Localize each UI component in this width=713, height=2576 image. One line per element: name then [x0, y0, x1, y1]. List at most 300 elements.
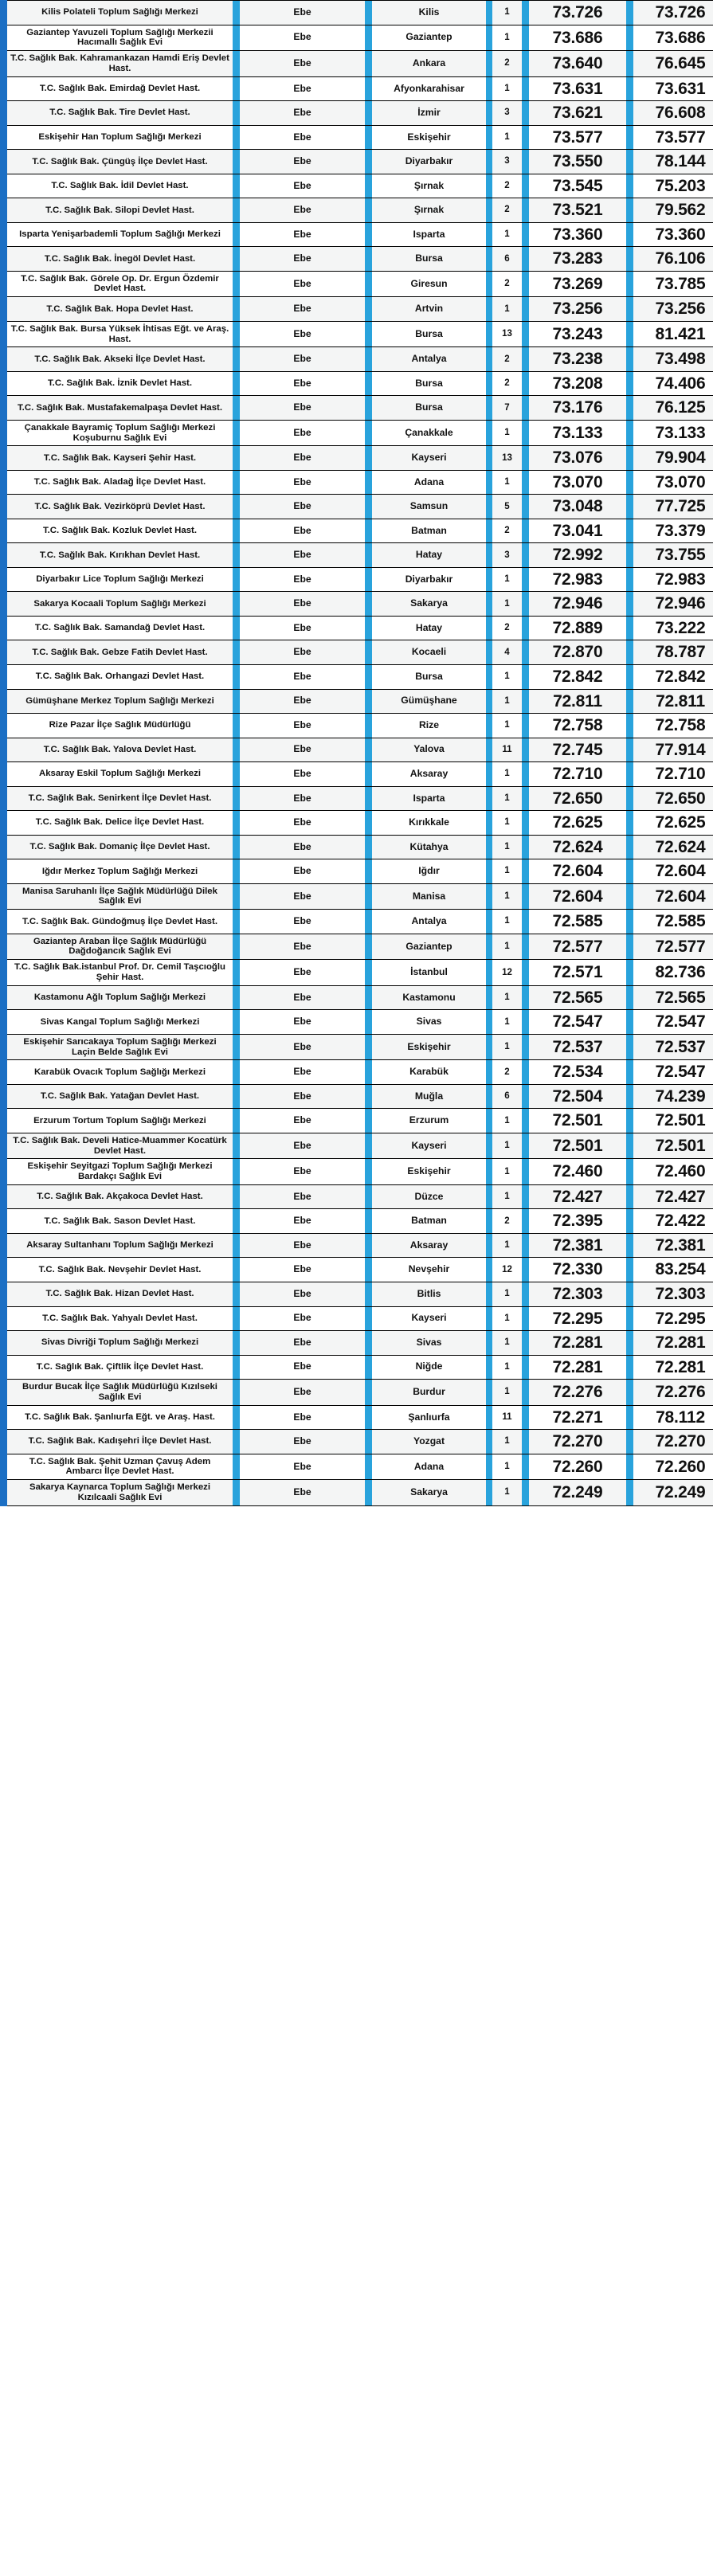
- cell-title: Ebe: [240, 1233, 365, 1258]
- cell-city: Kilis: [372, 1, 486, 25]
- column-separator-5: [626, 859, 633, 884]
- cell-min-score: 73.360: [529, 222, 626, 247]
- cell-title: Ebe: [240, 25, 365, 51]
- column-separator-4: [522, 25, 529, 51]
- column-separator-2: [365, 1109, 372, 1133]
- column-separator-1: [233, 811, 240, 836]
- column-separator-5: [626, 835, 633, 859]
- column-separator-5: [626, 101, 633, 126]
- column-separator-2: [365, 150, 372, 174]
- column-separator-4: [522, 1060, 529, 1085]
- cell-max-score: 73.070: [633, 470, 713, 495]
- cell-city: Sakarya: [372, 1480, 486, 1506]
- cell-institution-name: Çanakkale Bayramiç Toplum Sağlığı Merkezi Koşuburnu Sağlık Evi: [7, 420, 233, 446]
- cell-max-score: 72.303: [633, 1282, 713, 1306]
- cell-count: 1: [492, 1380, 522, 1406]
- column-separator-4: [522, 150, 529, 174]
- table-row: [7, 1034, 713, 1060]
- cell-max-score: 72.758: [633, 714, 713, 738]
- cell-city: Diyarbakır: [372, 150, 486, 174]
- cell-title: Ebe: [240, 1355, 365, 1380]
- column-separator-4: [522, 985, 529, 1010]
- column-separator-2: [365, 371, 372, 396]
- column-separator-4: [522, 1430, 529, 1454]
- cell-city: Kayseri: [372, 446, 486, 471]
- column-separator-2: [365, 592, 372, 617]
- table-row: [7, 446, 713, 471]
- column-separator-2: [365, 297, 372, 322]
- column-separator-2: [365, 934, 372, 960]
- cell-count: 11: [492, 738, 522, 762]
- cell-min-score: 72.427: [529, 1184, 626, 1209]
- cell-min-score: 73.256: [529, 297, 626, 322]
- column-separator-4: [522, 347, 529, 372]
- column-separator-2: [365, 1209, 372, 1234]
- cell-count: 1: [492, 985, 522, 1010]
- column-separator-2: [365, 222, 372, 247]
- table-row: [7, 1133, 713, 1159]
- cell-title: Ebe: [240, 446, 365, 471]
- table-row: [7, 1380, 713, 1406]
- column-separator-3: [486, 859, 492, 884]
- cell-city: Bursa: [372, 396, 486, 421]
- column-separator-1: [233, 665, 240, 690]
- cell-count: 2: [492, 616, 522, 640]
- column-separator-5: [626, 811, 633, 836]
- cell-min-score: 73.283: [529, 247, 626, 272]
- column-separator-2: [365, 446, 372, 471]
- cell-count: 1: [492, 859, 522, 884]
- cell-title: Ebe: [240, 762, 365, 787]
- table-row: [7, 396, 713, 421]
- column-separator-4: [522, 420, 529, 446]
- column-separator-5: [626, 420, 633, 446]
- cell-min-score: 72.303: [529, 1282, 626, 1306]
- column-separator-1: [233, 738, 240, 762]
- column-separator-3: [486, 835, 492, 859]
- cell-city: Batman: [372, 1209, 486, 1234]
- column-separator-5: [626, 1355, 633, 1380]
- column-separator-4: [522, 101, 529, 126]
- cell-count: 1: [492, 910, 522, 934]
- column-separator-4: [522, 446, 529, 471]
- column-separator-1: [233, 567, 240, 592]
- column-separator-3: [486, 1133, 492, 1159]
- table-row: [7, 1159, 713, 1185]
- column-separator-2: [365, 665, 372, 690]
- cell-institution-name: T.C. Sağlık Bak. Çüngüş İlçe Devlet Hast.: [7, 150, 233, 174]
- cell-institution-name: Sakarya Kocaali Toplum Sağlığı Merkezi: [7, 592, 233, 617]
- cell-max-score: 76.608: [633, 101, 713, 126]
- table-row: [7, 1258, 713, 1282]
- column-separator-4: [522, 1282, 529, 1306]
- column-separator-3: [486, 1084, 492, 1109]
- cell-title: Ebe: [240, 174, 365, 198]
- column-separator-5: [626, 51, 633, 77]
- cell-max-score: 72.650: [633, 786, 713, 811]
- cell-count: 1: [492, 665, 522, 690]
- cell-max-score: 73.256: [633, 297, 713, 322]
- cell-max-score: 72.604: [633, 859, 713, 884]
- column-separator-1: [233, 51, 240, 77]
- cell-min-score: 73.048: [529, 495, 626, 519]
- column-separator-4: [522, 960, 529, 986]
- cell-max-score: 72.624: [633, 835, 713, 859]
- cell-city: Bursa: [372, 321, 486, 347]
- column-separator-3: [486, 247, 492, 272]
- column-separator-1: [233, 910, 240, 934]
- column-separator-5: [626, 1133, 633, 1159]
- cell-count: 7: [492, 396, 522, 421]
- cell-max-score: 72.249: [633, 1480, 713, 1506]
- cell-title: Ebe: [240, 1258, 365, 1282]
- cell-min-score: 73.545: [529, 174, 626, 198]
- cell-count: 2: [492, 51, 522, 77]
- cell-institution-name: Sivas Divriği Toplum Sağlığı Merkezi: [7, 1331, 233, 1356]
- column-separator-5: [626, 762, 633, 787]
- column-separator-2: [365, 1355, 372, 1380]
- table-row: [7, 665, 713, 690]
- column-separator-4: [522, 883, 529, 910]
- cell-institution-name: T.C. Sağlık Bak. Yahyalı Devlet Hast.: [7, 1306, 233, 1331]
- cell-institution-name: Gaziantep Yavuzeli Toplum Sağlığı Merkezii Hacımallı Sağlık Evi: [7, 25, 233, 51]
- cell-institution-name: T.C. Sağlık Bak. Sason Devlet Hast.: [7, 1209, 233, 1234]
- cell-max-score: 74.406: [633, 371, 713, 396]
- cell-count: 2: [492, 519, 522, 543]
- cell-title: Ebe: [240, 1, 365, 25]
- table-row: [7, 519, 713, 543]
- cell-institution-name: T.C. Sağlık Bak. Kadışehri İlçe Devlet Hast.: [7, 1430, 233, 1454]
- column-separator-2: [365, 859, 372, 884]
- cell-max-score: 73.686: [633, 25, 713, 51]
- cell-institution-name: T.C. Sağlık Bak. İdil Devlet Hast.: [7, 174, 233, 198]
- column-separator-2: [365, 714, 372, 738]
- cell-min-score: 73.726: [529, 1, 626, 25]
- cell-city: Adana: [372, 470, 486, 495]
- cell-min-score: 72.983: [529, 567, 626, 592]
- column-separator-4: [522, 1355, 529, 1380]
- cell-count: 1: [492, 934, 522, 960]
- table-row: [7, 640, 713, 665]
- cell-city: Aksaray: [372, 762, 486, 787]
- cell-count: 2: [492, 1209, 522, 1234]
- column-separator-2: [365, 1034, 372, 1060]
- cell-city: Aksaray: [372, 1233, 486, 1258]
- table-body: [7, 1, 713, 1506]
- column-separator-2: [365, 1282, 372, 1306]
- column-separator-2: [365, 321, 372, 347]
- cell-count: 1: [492, 1010, 522, 1035]
- cell-institution-name: T.C. Sağlık Bak.istanbul Prof. Dr. Cemil Taşcıoğlu Şehir Hast.: [7, 960, 233, 986]
- cell-institution-name: Aksaray Sultanhanı Toplum Sağlığı Merkezi: [7, 1233, 233, 1258]
- column-separator-2: [365, 786, 372, 811]
- table-row: [7, 271, 713, 297]
- column-separator-5: [626, 396, 633, 421]
- cell-max-score: 78.787: [633, 640, 713, 665]
- column-separator-1: [233, 371, 240, 396]
- cell-institution-name: Eskişehir Han Toplum Sağlığı Merkezi: [7, 125, 233, 150]
- cell-min-score: 72.565: [529, 985, 626, 1010]
- cell-title: Ebe: [240, 222, 365, 247]
- cell-title: Ebe: [240, 985, 365, 1010]
- cell-min-score: 72.745: [529, 738, 626, 762]
- cell-max-score: 72.295: [633, 1306, 713, 1331]
- cell-city: Şırnak: [372, 174, 486, 198]
- column-separator-2: [365, 985, 372, 1010]
- cell-title: Ebe: [240, 786, 365, 811]
- column-separator-3: [486, 640, 492, 665]
- column-separator-4: [522, 1133, 529, 1159]
- cell-title: Ebe: [240, 1060, 365, 1085]
- table-row: [7, 470, 713, 495]
- column-separator-5: [626, 640, 633, 665]
- cell-count: 1: [492, 1233, 522, 1258]
- column-separator-2: [365, 396, 372, 421]
- cell-min-score: 72.889: [529, 616, 626, 640]
- table-row: [7, 174, 713, 198]
- cell-institution-name: T.C. Sağlık Bak. Aladağ İlçe Devlet Hast.: [7, 470, 233, 495]
- cell-title: Ebe: [240, 640, 365, 665]
- column-separator-3: [486, 1380, 492, 1406]
- cell-institution-name: T.C. Sağlık Bak. İnegöl Devlet Hast.: [7, 247, 233, 272]
- cell-city: Çanakkale: [372, 420, 486, 446]
- table-row: [7, 198, 713, 223]
- column-separator-3: [486, 811, 492, 836]
- cell-min-score: 72.381: [529, 1233, 626, 1258]
- cell-title: Ebe: [240, 1159, 365, 1185]
- column-separator-5: [626, 1331, 633, 1356]
- cell-title: Ebe: [240, 665, 365, 690]
- cell-count: 1: [492, 835, 522, 859]
- cell-city: Burdur: [372, 1380, 486, 1406]
- cell-min-score: 72.571: [529, 960, 626, 986]
- cell-title: Ebe: [240, 883, 365, 910]
- column-separator-5: [626, 592, 633, 617]
- table-row: [7, 1184, 713, 1209]
- column-separator-3: [486, 1405, 492, 1430]
- cell-min-score: 73.076: [529, 446, 626, 471]
- column-separator-3: [486, 1010, 492, 1035]
- column-separator-2: [365, 1184, 372, 1209]
- column-separator-5: [626, 125, 633, 150]
- cell-count: 2: [492, 1060, 522, 1085]
- column-separator-2: [365, 811, 372, 836]
- cell-max-score: 73.755: [633, 543, 713, 568]
- cell-city: Eskişehir: [372, 125, 486, 150]
- cell-institution-name: T.C. Sağlık Bak. Nevşehir Devlet Hast.: [7, 1258, 233, 1282]
- cell-city: Bursa: [372, 247, 486, 272]
- cell-max-score: 72.460: [633, 1159, 713, 1185]
- cell-max-score: 73.785: [633, 271, 713, 297]
- cell-title: Ebe: [240, 495, 365, 519]
- column-separator-4: [522, 616, 529, 640]
- cell-min-score: 72.870: [529, 640, 626, 665]
- table-row: [7, 859, 713, 884]
- table-row: [7, 1480, 713, 1506]
- cell-max-score: 76.645: [633, 51, 713, 77]
- column-separator-3: [486, 1159, 492, 1185]
- cell-institution-name: T.C. Sağlık Bak. Delice İlçe Devlet Hast.: [7, 811, 233, 836]
- column-separator-3: [486, 347, 492, 372]
- cell-city: Sivas: [372, 1331, 486, 1356]
- column-separator-4: [522, 689, 529, 714]
- column-separator-3: [486, 297, 492, 322]
- cell-title: Ebe: [240, 689, 365, 714]
- cell-count: 1: [492, 222, 522, 247]
- cell-title: Ebe: [240, 51, 365, 77]
- column-separator-1: [233, 859, 240, 884]
- cell-count: 1: [492, 714, 522, 738]
- cell-max-score: 72.565: [633, 985, 713, 1010]
- column-separator-3: [486, 51, 492, 77]
- cell-title: Ebe: [240, 420, 365, 446]
- column-separator-5: [626, 1282, 633, 1306]
- column-separator-3: [486, 786, 492, 811]
- column-separator-4: [522, 247, 529, 272]
- column-separator-5: [626, 174, 633, 198]
- column-separator-3: [486, 1258, 492, 1282]
- cell-count: 1: [492, 1282, 522, 1306]
- cell-count: 1: [492, 1331, 522, 1356]
- cell-min-score: 72.625: [529, 811, 626, 836]
- cell-count: 2: [492, 347, 522, 372]
- table-row: [7, 1331, 713, 1356]
- column-separator-4: [522, 1010, 529, 1035]
- cell-title: Ebe: [240, 125, 365, 150]
- cell-title: Ebe: [240, 835, 365, 859]
- cell-institution-name: T.C. Sağlık Bak. Şehit Uzman Çavuş Adem Ambarcı İlçe Devlet Hast.: [7, 1454, 233, 1480]
- column-separator-4: [522, 567, 529, 592]
- cell-institution-name: T.C. Sağlık Bak. Develi Hatice-Muammer Kocatürk Devlet Hast.: [7, 1133, 233, 1159]
- cell-institution-name: Gaziantep Araban İlçe Sağlık Müdürlüğü Dağdoğancık Sağlık Evi: [7, 934, 233, 960]
- cell-city: Sakarya: [372, 592, 486, 617]
- cell-max-score: 78.112: [633, 1405, 713, 1430]
- table-row: [7, 910, 713, 934]
- column-separator-1: [233, 1355, 240, 1380]
- column-separator-4: [522, 1306, 529, 1331]
- column-separator-2: [365, 738, 372, 762]
- column-separator-5: [626, 150, 633, 174]
- column-separator-5: [626, 910, 633, 934]
- column-separator-4: [522, 76, 529, 101]
- column-separator-2: [365, 543, 372, 568]
- cell-city: Şanlıurfa: [372, 1405, 486, 1430]
- cell-title: Ebe: [240, 1109, 365, 1133]
- cell-count: 1: [492, 762, 522, 787]
- column-separator-4: [522, 222, 529, 247]
- column-separator-4: [522, 125, 529, 150]
- column-separator-4: [522, 51, 529, 77]
- column-separator-2: [365, 883, 372, 910]
- cell-max-score: 72.577: [633, 934, 713, 960]
- cell-max-score: 73.379: [633, 519, 713, 543]
- cell-city: Eskişehir: [372, 1034, 486, 1060]
- column-separator-1: [233, 1331, 240, 1356]
- cell-min-score: 72.992: [529, 543, 626, 568]
- column-separator-5: [626, 567, 633, 592]
- cell-title: Ebe: [240, 1133, 365, 1159]
- column-separator-1: [233, 446, 240, 471]
- cell-title: Ebe: [240, 1209, 365, 1234]
- column-separator-3: [486, 910, 492, 934]
- column-separator-1: [233, 198, 240, 223]
- cell-institution-name: T.C. Sağlık Bak. Yalova Devlet Hast.: [7, 738, 233, 762]
- cell-count: 1: [492, 1159, 522, 1185]
- cell-min-score: 72.460: [529, 1159, 626, 1185]
- cell-count: 1: [492, 420, 522, 446]
- cell-title: Ebe: [240, 470, 365, 495]
- column-separator-3: [486, 101, 492, 126]
- table-row: [7, 883, 713, 910]
- cell-min-score: 73.631: [529, 76, 626, 101]
- column-separator-2: [365, 1405, 372, 1430]
- column-separator-4: [522, 271, 529, 297]
- cell-city: Isparta: [372, 222, 486, 247]
- cell-max-score: 72.547: [633, 1010, 713, 1035]
- column-separator-1: [233, 1184, 240, 1209]
- cell-title: Ebe: [240, 592, 365, 617]
- cell-title: Ebe: [240, 1010, 365, 1035]
- cell-count: 1: [492, 297, 522, 322]
- cell-city: Antalya: [372, 910, 486, 934]
- table-row: [7, 689, 713, 714]
- cell-min-score: 72.501: [529, 1109, 626, 1133]
- cell-max-score: 72.281: [633, 1331, 713, 1356]
- cell-institution-name: T.C. Sağlık Bak. Samandağ Devlet Hast.: [7, 616, 233, 640]
- cell-institution-name: T.C. Sağlık Bak. Bursa Yüksek İhtisas Eğt. ve Araş. Hast.: [7, 321, 233, 347]
- column-separator-3: [486, 934, 492, 960]
- cell-city: Gaziantep: [372, 25, 486, 51]
- cell-city: Hatay: [372, 543, 486, 568]
- column-separator-5: [626, 1109, 633, 1133]
- cell-count: 1: [492, 1454, 522, 1480]
- cell-count: 2: [492, 271, 522, 297]
- cell-institution-name: T.C. Sağlık Bak. Orhangazi Devlet Hast.: [7, 665, 233, 690]
- cell-max-score: 73.631: [633, 76, 713, 101]
- column-separator-5: [626, 1034, 633, 1060]
- cell-title: Ebe: [240, 543, 365, 568]
- cell-institution-name: Isparta Yenişarbademli Toplum Sağlığı Merkezi: [7, 222, 233, 247]
- column-separator-4: [522, 786, 529, 811]
- cell-count: 6: [492, 247, 522, 272]
- cell-institution-name: T.C. Sağlık Bak. Silopi Devlet Hast.: [7, 198, 233, 223]
- cell-max-score: 73.498: [633, 347, 713, 372]
- cell-title: Ebe: [240, 1184, 365, 1209]
- cell-min-score: 72.281: [529, 1355, 626, 1380]
- cell-count: 1: [492, 811, 522, 836]
- column-separator-5: [626, 1060, 633, 1085]
- cell-min-score: 72.604: [529, 883, 626, 910]
- column-separator-5: [626, 1184, 633, 1209]
- column-separator-2: [365, 1060, 372, 1085]
- cell-city: Kastamonu: [372, 985, 486, 1010]
- cell-max-score: 72.537: [633, 1034, 713, 1060]
- column-separator-1: [233, 347, 240, 372]
- column-separator-2: [365, 1331, 372, 1356]
- column-separator-4: [522, 762, 529, 787]
- cell-city: Nevşehir: [372, 1258, 486, 1282]
- column-separator-5: [626, 495, 633, 519]
- cell-max-score: 77.725: [633, 495, 713, 519]
- cell-min-score: 72.710: [529, 762, 626, 787]
- cell-institution-name: T.C. Sağlık Bak. Tire Devlet Hast.: [7, 101, 233, 126]
- cell-city: İstanbul: [372, 960, 486, 986]
- cell-min-score: 73.521: [529, 198, 626, 223]
- column-separator-4: [522, 835, 529, 859]
- column-separator-4: [522, 1331, 529, 1356]
- column-separator-2: [365, 1084, 372, 1109]
- column-separator-3: [486, 1060, 492, 1085]
